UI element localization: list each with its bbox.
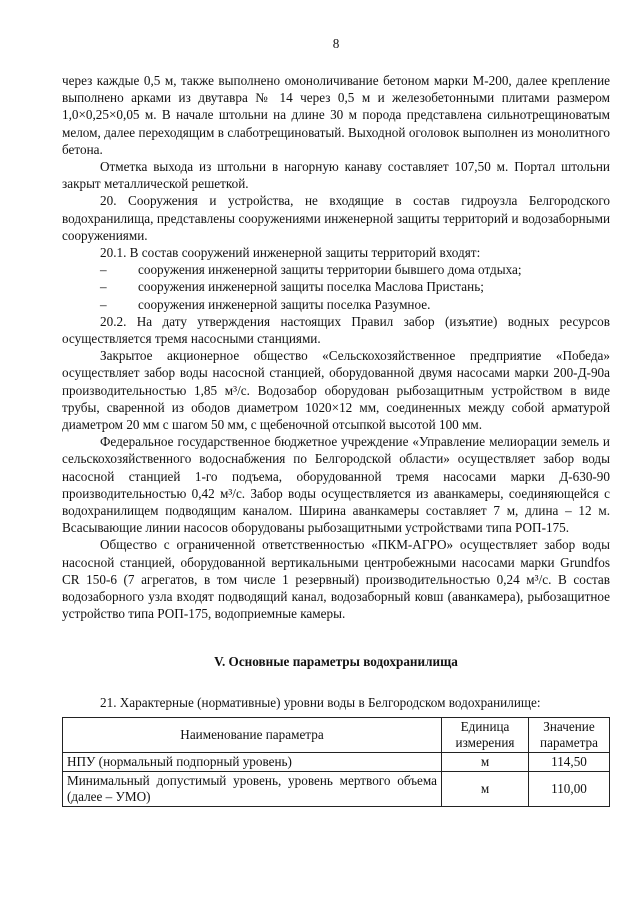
- table-cell: Минимальный допустимый уровень, уровень мертвого объема (далее – УМО): [63, 771, 442, 806]
- table-cell: м: [442, 752, 529, 771]
- table-cell: м: [442, 771, 529, 806]
- column-header: Единица измерения: [442, 717, 529, 752]
- document-body: [62, 72, 610, 807]
- paragraph: 20.2. На дату утверждения настоящих Правил забор (изъятие) водных ресурсов осуществляется тремя насосными станциями.: [62, 313, 610, 347]
- paragraph: Закрытое акционерное общество «Сельскохозяйственное предприятие «Победа» осуществляет забор воды насосной станцией, оборудованной двумя насосами марки 200-Д-90а производительностью 1,85 м³/с. Водозабор оборудован рыбозащитным устройством в виде трубы, сваренной из ободов диаметром 1020×12 мм, соединенных между собой арматурой диаметром 20 мм с шагом 50 мм, с щебеночной отсыпкой высотой 100 мм.: [62, 348, 610, 433]
- section-heading: V. Основные параметры водохранилища: [214, 653, 458, 669]
- table-cell: 110,00: [529, 771, 610, 806]
- paragraph: Федеральное государственное бюджетное учреждение «Управление мелиорации земель и сельскохозяйственного водоснабжения по Белгородской области» осуществляет забор воды насосной станцией 1-го подъема, оборудованной тремя насосами марки Д-630-90 производительностью 0,42 м³/с. Забор воды осуществляется из аванкамеры, соединяющейся с водохранилищем подводящим каналом. Ширина аванкамеры составляет 7 м, длина – 12 м. Всасывающие линии насосов оборудованы рыбозащитными устройствами типа РОП-175.: [62, 434, 610, 536]
- paragraph: 20.1. В состав сооружений инженерной защиты территорий входят:: [100, 245, 481, 261]
- table-cell: 114,50: [529, 752, 610, 771]
- list-item: – сооружения инженерной защиты поселка Маслова Пристань;: [62, 278, 610, 295]
- paragraph: Общество с ограниченной ответственностью «ПКМ-АГРО» осуществляет забор воды насосной станцией, оборудованной вертикальными центробежными насосами марки Grundfos CR 150-6 (7 агрегатов, в том числе 1 резервный) производительностью 0,24 м³/с. В состав водозаборного узла входят подводящий канал, водозаборный ковш (аванкамера), рыбозащитное устройство типа РОП-175, водоприемные камеры.: [62, 537, 610, 622]
- paragraph: 21. Характерные (нормативные) уровни воды в Белгородском водохранилище:: [100, 694, 541, 710]
- table-cell: НПУ (нормальный подпорный уровень): [63, 752, 442, 771]
- page-number: 8: [332, 36, 340, 51]
- document-page: [62, 0, 610, 905]
- table-row: [63, 771, 610, 806]
- protection-structures-list: [62, 261, 610, 313]
- column-header: Значение параметра: [529, 717, 610, 752]
- table-header-row: [63, 717, 610, 752]
- paragraph: 20. Сооружения и устройства, не входящие в состав гидроузла Белгородского водохранилища, представлены сооружениями инженерной защиты территорий и водозаборными сооружениями.: [62, 193, 610, 243]
- paragraph: Отметка выхода из штольни в нагорную канаву составляет 107,50 м. Портал штольни закрыт металлической решеткой.: [62, 159, 610, 192]
- table-row: [63, 752, 610, 771]
- list-item: – сооружения инженерной защиты территории бывшего дома отдыха;: [62, 261, 610, 278]
- list-item: – сооружения инженерной защиты поселка Разумное.: [62, 296, 610, 313]
- paragraph: через каждые 0,5 м, также выполнено омоноличивание бетоном марки М-200, далее крепление выполнено арками из двутавра № 14 через 0,5 м и железобетонными плитами размером 1,0×0,25×0,05 м. В начале штольни на длине 30 м порода представлена сильнотрещиноватым мелом, далее переходящим в слаботрещиноватый. Выходной оголовок выполнен из монолитного бетона.: [62, 73, 610, 157]
- column-header: Наименование параметра: [63, 717, 442, 752]
- parameters-table: [62, 717, 610, 807]
